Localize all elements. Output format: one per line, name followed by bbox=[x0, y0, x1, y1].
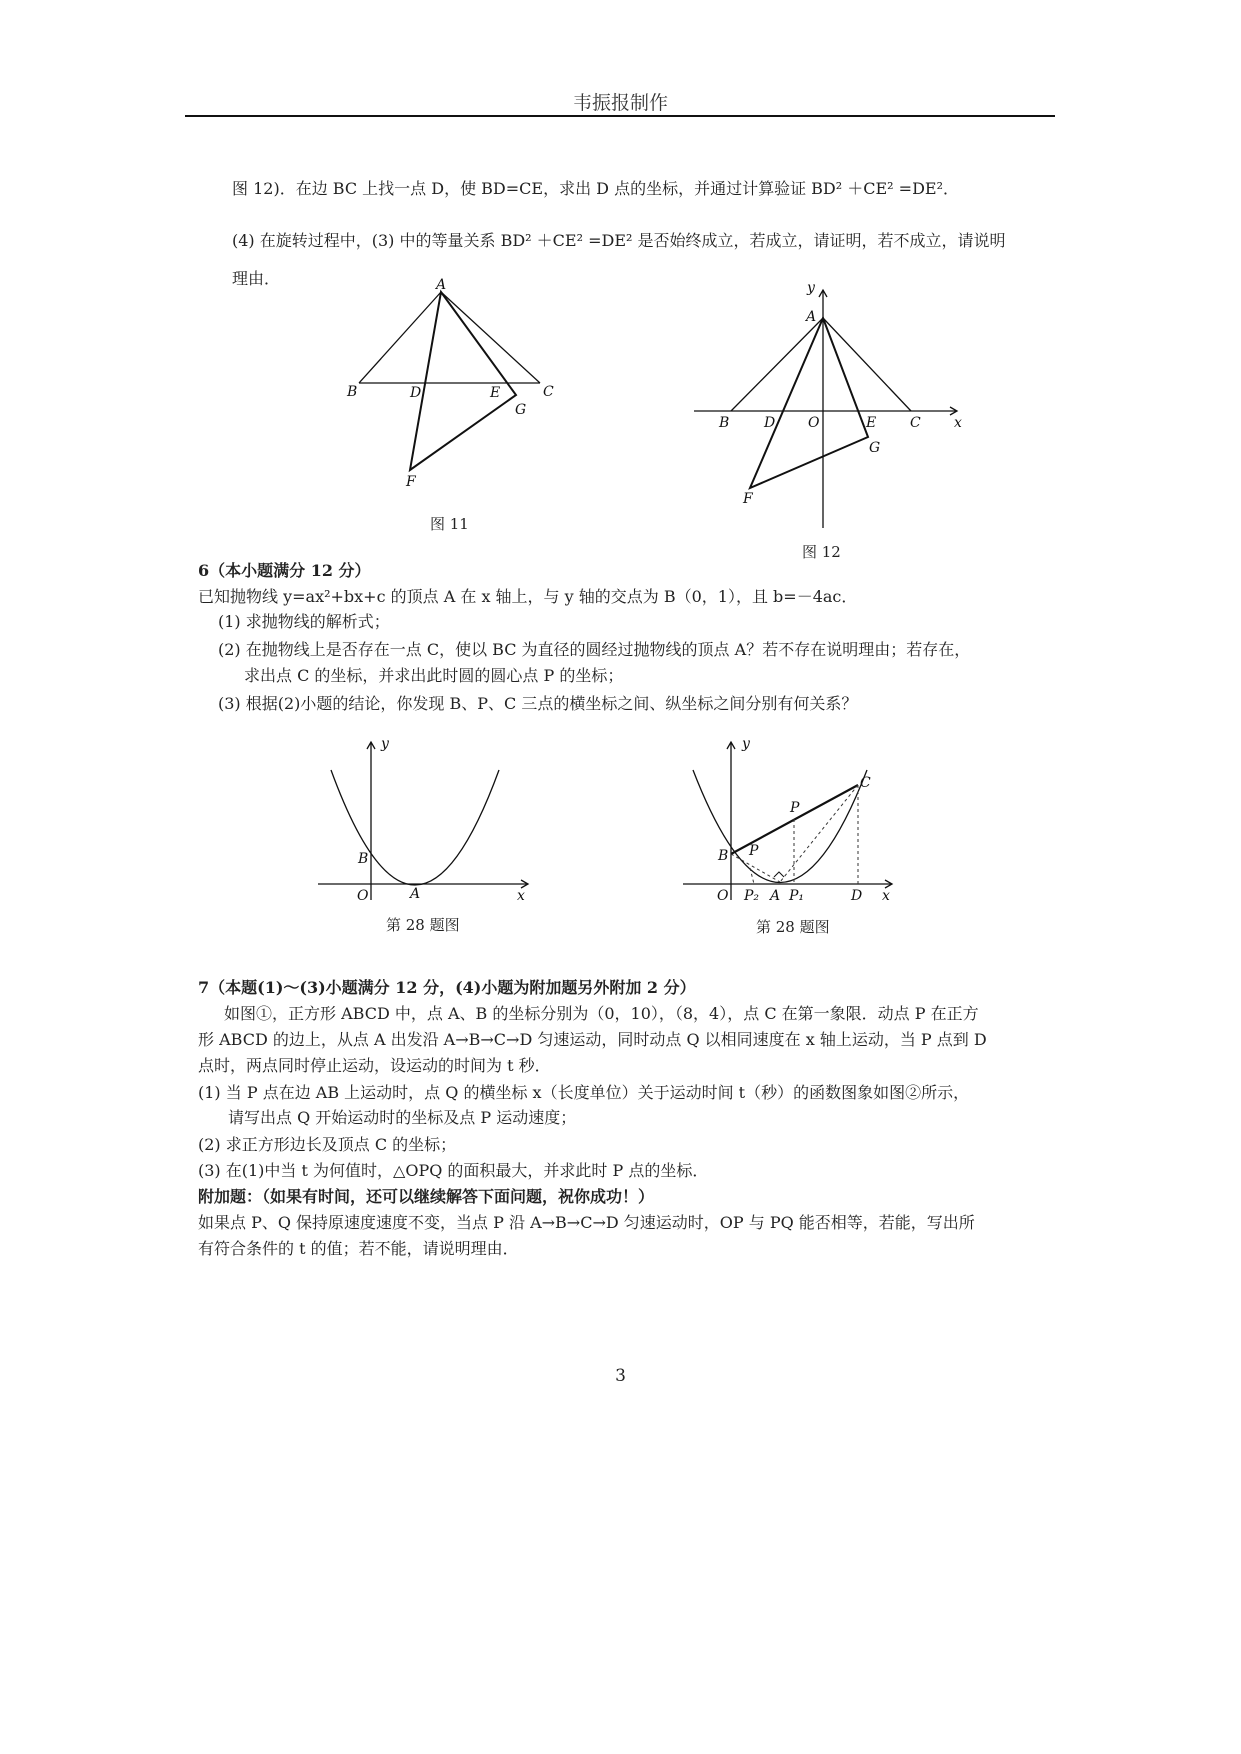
figL-label-B: B bbox=[358, 851, 369, 867]
figR-label-P1: P₁ bbox=[789, 888, 805, 904]
q7-stem-1: 如图①，正方形 ABCD 中，点 A、B 的坐标分别为（0，10），（8，4），点 C 在第一象限．动点 P 在正方 bbox=[224, 1004, 979, 1023]
fig11-label-D: D bbox=[410, 385, 422, 401]
q7-part1a: (1) 当 P 点在边 AB 上运动时，点 Q 的横坐标 x（长度单位）关于运动时间 t（秒）的函数图象如图②所示， bbox=[198, 1083, 970, 1102]
fig12-label-F: F bbox=[743, 491, 753, 507]
fig11-label-E: E bbox=[490, 385, 501, 401]
q6-part3: (3) 根据(2)小题的结论，你发现 B、P、C 三点的横坐标之间、纵坐标之间分别有何关系？ bbox=[218, 694, 858, 713]
fig12-label-y: y bbox=[807, 280, 815, 296]
figL-label-x: x bbox=[517, 888, 525, 904]
figure-12 bbox=[690, 275, 980, 535]
q6-stem: 已知抛物线 y=ax²+bx+c 的顶点 A 在 x 轴上，与 y 轴的交点为 B（0，1），且 b=－4ac． bbox=[198, 587, 858, 606]
figR-label-P-mid: P bbox=[790, 800, 800, 816]
q5-line2: (4) 在旋转过程中，(3) 中的等量关系 BD² ＋CE² =DE² 是否始终成立，若成立，请证明，若不成立，请说明 bbox=[232, 231, 1006, 250]
q7-extra-2: 有符合条件的 t 的值；若不能，请说明理由． bbox=[198, 1239, 519, 1258]
q6-part2a: (2) 在抛物线上是否存在一点 C，使以 BC 为直径的圆经过抛物线的顶点 A？若不存在说明理由；若存在， bbox=[218, 640, 971, 659]
figR-label-C: C bbox=[860, 775, 871, 791]
q6-part2b: 求出点 C 的坐标，并求出此时圆的圆心点 P 的坐标； bbox=[244, 666, 624, 685]
figR-label-P-low: P bbox=[749, 843, 759, 859]
q7-stem-2: 形 ABCD 的边上，从点 A 出发沿 A→B→C→D 匀速运动，同时动点 Q 以相同速度在 x 轴上运动，当 P 点到 D bbox=[198, 1030, 987, 1049]
q5-line1: 图 12)．在边 BC 上找一点 D，使 BD=CE，求出 D 点的坐标，并通过计算验证 BD² ＋CE² =DE²． bbox=[232, 179, 959, 198]
header-rule bbox=[185, 115, 1055, 117]
fig12-label-D: D bbox=[764, 415, 776, 431]
figR-label-O: O bbox=[717, 888, 729, 904]
fig12-label-A: A bbox=[806, 309, 817, 325]
figR-label-A: A bbox=[770, 888, 781, 904]
q7-part1b: 请写出点 Q 开始运动时的坐标及点 P 运动速度； bbox=[228, 1108, 577, 1127]
fig12-label-O: O bbox=[808, 415, 820, 431]
q5-line3: 理由． bbox=[232, 269, 281, 288]
figR-label-x: x bbox=[882, 888, 890, 904]
q7-part3: (3) 在(1)中当 t 为何值时，△OPQ 的面积最大，并求此时 P 点的坐标． bbox=[198, 1161, 709, 1180]
figR-label-P2: P₂ bbox=[744, 888, 760, 904]
figure-28-right bbox=[680, 730, 900, 905]
fig12-label-E: E bbox=[866, 415, 877, 431]
figR-label-B: B bbox=[718, 848, 729, 864]
fig12-label-G: G bbox=[869, 440, 881, 456]
q6-title: 6（本小题满分 12 分） bbox=[198, 561, 371, 580]
figL-label-O: O bbox=[357, 888, 369, 904]
q6-part1: (1) 求抛物线的解析式； bbox=[218, 612, 390, 631]
figR-label-D: D bbox=[851, 888, 863, 904]
q7-extra-title: 附加题：（如果有时间，还可以继续解答下面问题，祝你成功！） bbox=[198, 1187, 655, 1206]
fig11-label-C: C bbox=[543, 384, 554, 400]
page-header: 韦振报制作 bbox=[572, 92, 668, 114]
fig11-label-B: B bbox=[347, 384, 358, 400]
fig11-caption: 图 11 bbox=[430, 515, 469, 533]
fig12-caption: 图 12 bbox=[802, 543, 841, 561]
figure-28-left bbox=[310, 730, 540, 905]
fig12-label-B: B bbox=[719, 415, 730, 431]
page-number: 3 bbox=[615, 1366, 626, 1386]
figR-caption: 第 28 题图 bbox=[756, 918, 830, 936]
q7-title: 7（本题(1)～(3)小题满分 12 分，(4)小题为附加题另外附加 2 分） bbox=[198, 978, 696, 997]
figure-11 bbox=[340, 275, 570, 505]
fig11-label-F: F bbox=[406, 474, 416, 490]
q7-extra-1: 如果点 P、Q 保持原速度速度不变，当点 P 沿 A→B→C→D 匀速运动时，OP 与 PQ 能否相等，若能，写出所 bbox=[198, 1213, 975, 1232]
fig12-label-x: x bbox=[954, 415, 962, 431]
figL-caption: 第 28 题图 bbox=[386, 916, 460, 934]
fig12-label-C: C bbox=[910, 415, 921, 431]
figL-label-y: y bbox=[381, 736, 389, 752]
fig11-label-G: G bbox=[515, 402, 527, 418]
q7-part2: (2) 求正方形边长及顶点 C 的坐标； bbox=[198, 1135, 457, 1154]
fig11-label-A: A bbox=[436, 277, 447, 293]
figL-label-A: A bbox=[410, 886, 421, 902]
figR-label-y: y bbox=[742, 736, 750, 752]
q7-stem-3: 点时，两点同时停止运动，设运动的时间为 t 秒． bbox=[198, 1056, 551, 1075]
